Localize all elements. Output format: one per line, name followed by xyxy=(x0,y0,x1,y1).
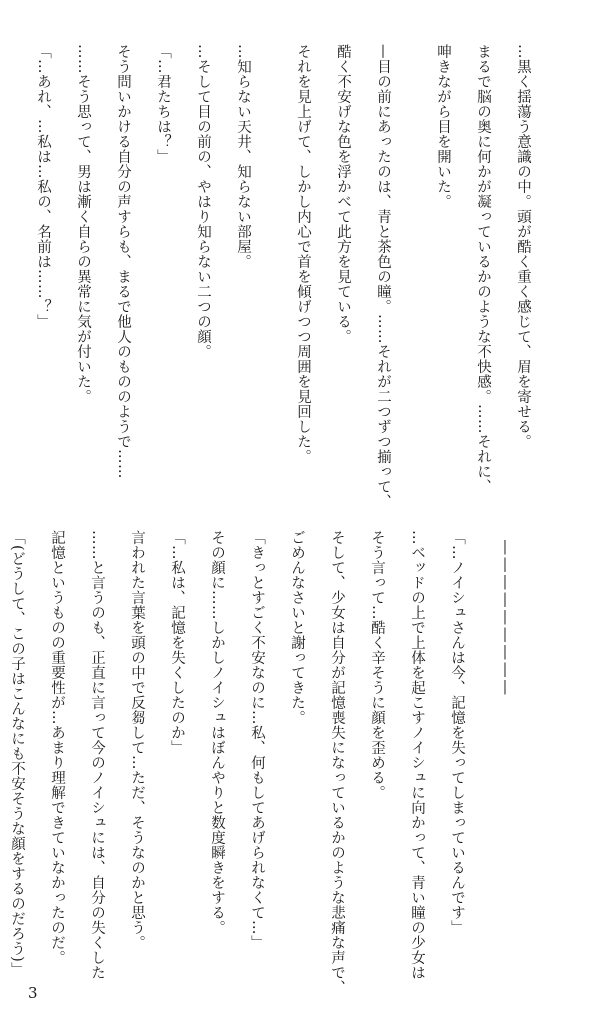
text-line: ……と言うのも、正直に言って今のノイシュには、自分の失くした xyxy=(89,530,105,980)
text-line: …そして目の前の、やはり知らない二つの顔。 xyxy=(195,44,211,359)
dialogue-line: 「きっとすごく不安なのに…私、何もしてあげられなくて…」 xyxy=(249,530,265,950)
text-line: 言われた言葉を頭の中で反芻して…ただ、そうなのかと思う。 xyxy=(129,530,145,950)
text-line: そう言って…酷く辛そうに顔を歪める。 xyxy=(369,530,385,800)
dialogue-line: 「…あれ、…私は…私の、名前は……？」 xyxy=(35,44,51,329)
dialogue-line: 「…ノイシュさんは今、記憶を失ってしまっているんです」 xyxy=(449,530,465,935)
top-text-block xyxy=(35,44,533,509)
text-line: まるで脳の奥に何かが凝っているかのような不快感。……それに、 xyxy=(475,44,491,494)
text-line: 酷く不安げな色を浮かべて此方を見ている。 xyxy=(335,44,351,344)
text-line: …知らない天井、知らない部屋。 xyxy=(235,44,251,269)
text-line: それを見上げて、しかし内心で首を傾げつつ周囲を見回した。 xyxy=(295,44,311,464)
text-line: ……そう思って、男は漸く自らの異常に気が付いた。 xyxy=(75,44,91,404)
section-divider: ――――――――― xyxy=(497,540,513,698)
dialogue-line: 「…私は、記憶を失くしたのか」 xyxy=(169,530,185,755)
text-line: ごめんなさいと謝ってきた。 xyxy=(289,530,305,725)
text-line: 記憶というものの重要性が…あまり理解できていなかったのだ。 xyxy=(49,530,65,965)
text-line: 呻きながら目を開いた。 xyxy=(435,44,451,209)
text-line: …黒く揺蕩う意識の中。頭が酷く重く感じて、眉を寄せる。 xyxy=(515,44,531,449)
text-line: …ベッドの上で上体を起こすノイシュに向かって、青い瞳の少女は xyxy=(409,530,425,980)
page-number: 3 xyxy=(28,984,38,1002)
dialogue-line: 「(どうして、この子はこんなにも不安そうな顔をするのだろう)」 xyxy=(9,530,25,978)
text-line: その顔に……しかしノイシュはぼんやりと数度瞬きをする。 xyxy=(209,530,225,935)
text-line: そして、少女は自分が記憶喪失になっているかのような悲痛な声で、 xyxy=(329,530,345,995)
dialogue-line: 「…君たちは？」 xyxy=(155,44,171,164)
text-line: —目の前にあったのは、青と茶色の瞳。……それが二つずつ揃って、 xyxy=(375,44,391,509)
text-line: そう問いかける自分の声すらも、まるで他人のもののようで…… xyxy=(115,44,131,479)
bottom-text-block xyxy=(9,530,467,995)
